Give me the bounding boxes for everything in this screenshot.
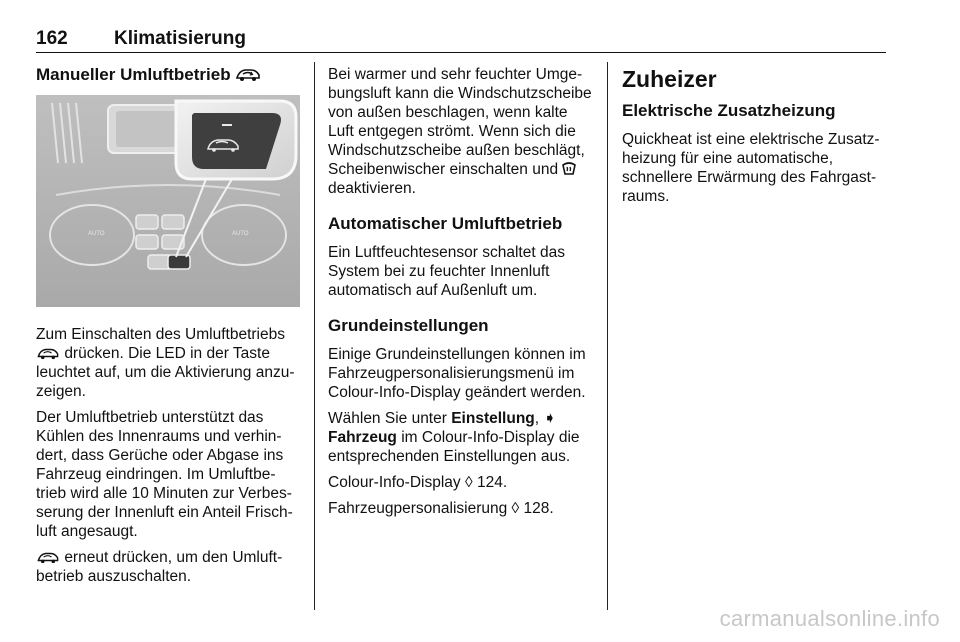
ref-page: 128. xyxy=(523,500,554,517)
ref-label: Colour-Info-Display xyxy=(328,474,461,491)
paragraph-fogging xyxy=(328,65,594,198)
ref-page: 124. xyxy=(476,474,508,491)
heading-text: Manueller Umluftbetrieb xyxy=(36,65,231,84)
page-header xyxy=(36,26,886,53)
heading-auxiliary-heater: Zuheizer xyxy=(622,66,717,92)
text-activate-b: drücken. Die LED in der Taste leuchtet auf, um die Aktivierung anzuzeigen. xyxy=(36,345,295,400)
heading-basic-settings: Grundeinstellungen xyxy=(328,316,489,335)
column-1 xyxy=(36,65,300,593)
column-3 xyxy=(622,65,888,213)
paragraph-automatic: Ein Luftfeuchtesensor schaltet das System bei zu feuchter Innenluft automatisch auf Außenluft um. xyxy=(328,244,565,299)
watermark: carmanualsonline.info xyxy=(719,606,940,631)
text-select-a: Wählen Sie unter xyxy=(328,410,447,427)
page-reference-icon: ◊ xyxy=(464,474,473,491)
svg-text:AUTO: AUTO xyxy=(88,231,105,237)
reference-vehicle-personalisation xyxy=(328,499,594,518)
paragraph-deactivate xyxy=(36,548,300,586)
chapter-title: Klimatisierung xyxy=(114,28,246,49)
paragraph-select: Wählen Sie unter Einstellung, ➧ Fahrzeug im Colour-Info-Display die entsprechenden Einstellungen aus. xyxy=(328,410,580,465)
svg-text:AUTO: AUTO xyxy=(232,231,249,237)
reference-colour-info-display xyxy=(328,473,594,492)
climate-control-figure xyxy=(36,95,300,307)
paragraph-activate xyxy=(36,325,300,401)
arrow-right-icon: ➧ xyxy=(543,410,557,427)
text-select-b: im Colour-Info-Display die entsprechenden Einstellungen aus. xyxy=(328,429,580,465)
menu-fahrzeug: Fahrzeug xyxy=(328,429,397,446)
page-number: 162 xyxy=(36,28,68,49)
recirculation-icon xyxy=(36,346,60,360)
text-fogging-a: Bei warmer und sehr feuchter Umgebungsluft kann die Windschutzscheibe von außen beschlagen, wenn kalte Luft entgegen strömt. Wenn sich die Windschutzscheibe außen beschlägt, Scheibenwischer einschalten und xyxy=(328,66,592,178)
paragraph-quickheat: Quickheat ist eine elektrische Zusatzheizung für eine automatische, schnellere Erwärmung des Fahrgastraums. xyxy=(622,131,880,205)
climate-panel-illustration xyxy=(36,95,300,307)
heading-electric-heater: Elektrische Zusatzheizung xyxy=(622,101,836,120)
heading-automatic-recirculation: Automatischer Umluftbetrieb xyxy=(328,214,563,233)
recirculation-icon xyxy=(235,66,261,82)
paragraph-description: Der Umluftbetrieb unterstützt das Kühlen des Innenraums und verhindert, dass Gerüche oder Abgase ins Fahrzeug eindringen. Im Umluftbetrieb wird alle 10 Minuten zur Verbesserung der Innenluft ein Anteil Frischluft angesaugt. xyxy=(36,409,293,540)
recirculation-icon xyxy=(36,550,60,564)
windscreen-defrost-icon xyxy=(562,161,576,176)
column-divider-2 xyxy=(607,62,608,610)
menu-einstellung: Einstellung xyxy=(451,410,535,427)
ref-label: Fahrzeugpersonalisierung xyxy=(328,500,508,517)
section-heading-manual-recirculation xyxy=(36,65,300,85)
page-reference-icon: ◊ xyxy=(511,500,520,517)
column-2 xyxy=(328,65,594,525)
text-activate-a: Zum Einschalten des Umluftbetriebs xyxy=(36,326,285,343)
text-deactivate: erneut drücken, um den Umluftbetrieb auszuschalten. xyxy=(36,549,283,585)
text-fogging-b: deaktivieren. xyxy=(328,180,416,197)
paragraph-basic-settings: Einige Grundeinstellungen können im Fahrzeugpersonalisierungsmenü im Colour-Info-Display geändert werden. xyxy=(328,346,586,401)
column-divider-1 xyxy=(314,62,315,610)
